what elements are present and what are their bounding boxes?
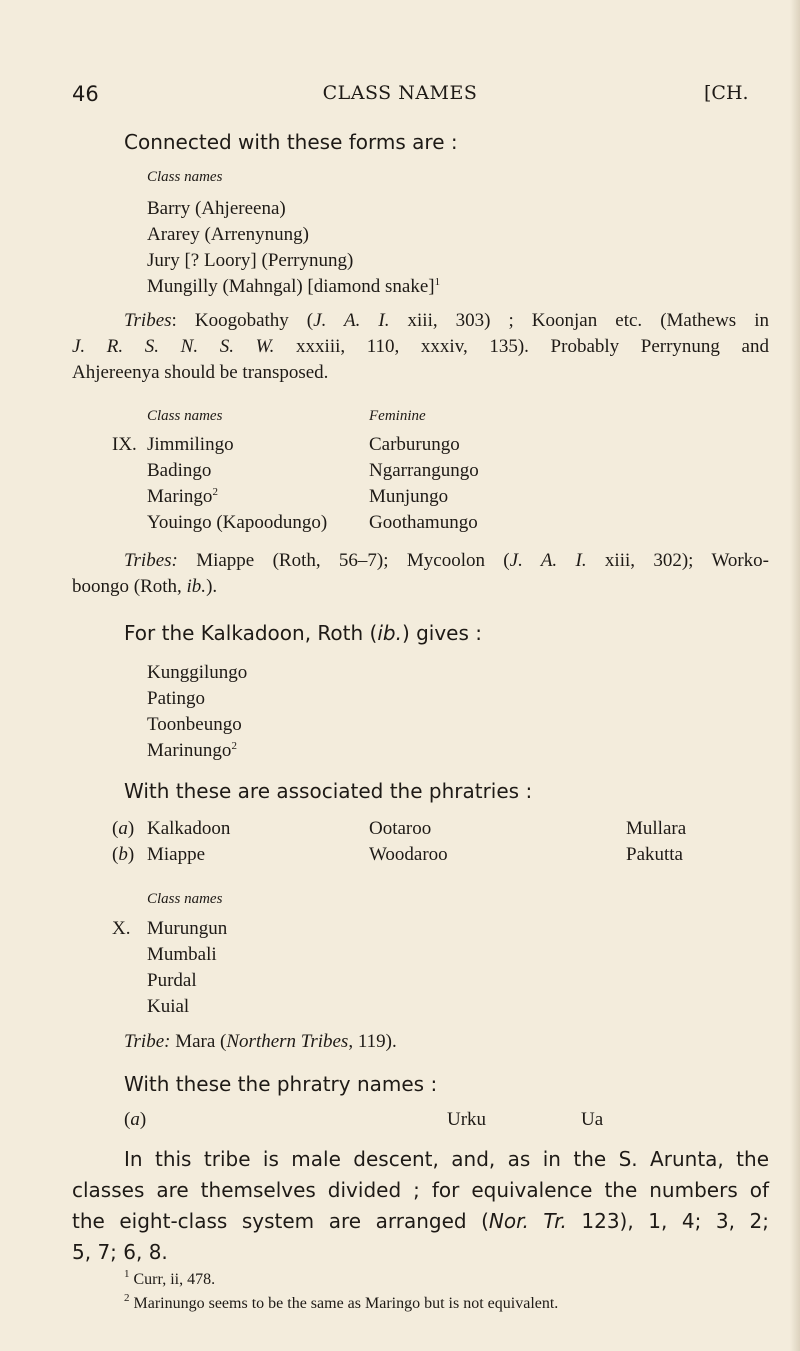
footnote-ref: 2 (212, 486, 218, 498)
list-item: Purdal (147, 970, 197, 991)
section-heading-phratries: With these are associated the phratries : (124, 779, 533, 803)
list-item: Murungun (147, 918, 228, 939)
class-name-cell: Youingo (Kapoodungo) (147, 512, 328, 533)
paragraph-line: In this tribe is male descent, and, as in the S. Arunta, the (124, 1147, 769, 1171)
feminine-label: Feminine (369, 408, 426, 424)
tribes-line: boongo (Roth, ib.). (72, 576, 218, 597)
class-names-label: Class names (147, 169, 223, 185)
tribes-line: Ahjereenya should be transposed. (72, 362, 329, 383)
phratry-cell: Kalkadoon (147, 818, 231, 839)
paragraph-line: 5, 7; 6, 8. (72, 1240, 168, 1264)
list-item: Toonbeungo (147, 714, 242, 735)
phratry-cell: Ua (581, 1109, 604, 1130)
phratry-cell: Urku (447, 1109, 487, 1130)
tribes-line: J. R. S. N. S. W. xxxiii, 110, xxxiv, 135). Probably Perrynung and (72, 336, 769, 357)
list-item: Ararey (Arrenynung) (147, 224, 309, 245)
row-tag: (b) (112, 844, 135, 865)
phratry-cell: Miappe (147, 844, 206, 865)
footnote-ref: 2 (231, 740, 237, 752)
class-name-cell: Badingo (147, 460, 212, 481)
page-edge-shading (790, 0, 800, 1351)
class-name-cell: Maringo$^2$ (147, 486, 218, 507)
feminine-cell: Ngarrangungo (369, 460, 479, 481)
list-item: Barry (Ahjereena) (147, 198, 286, 219)
footnote-ref: 1 (434, 276, 441, 288)
section-heading-phratry-names: With these the phratry names : (124, 1072, 438, 1096)
phratry-cell: Ootaroo (369, 818, 432, 839)
list-item: Patingo (147, 688, 206, 709)
row-tag: (a) (112, 818, 135, 839)
feminine-cell: Goothamungo (369, 512, 478, 533)
chapter-marker: [CH. (704, 82, 749, 104)
roman-numeral: X. (112, 918, 131, 939)
tribe-line: Tribe: Mara (Northern Tribes, 119). (124, 1031, 397, 1052)
phratry-cell: Mullara (626, 818, 687, 839)
row-tag: (a) (124, 1109, 147, 1130)
footnote: $^2$ Marinungo seems to be the same as Maringo but is not equivalent. (124, 1292, 559, 1312)
phratry-cell: Pakutta (626, 844, 683, 865)
section-heading-connected: Connected with these forms are : (124, 130, 458, 154)
class-names-label: Class names (147, 891, 223, 907)
page-number: 46 (72, 82, 99, 106)
paragraph-line: classes are themselves divided ; for equivalence the numbers of (72, 1178, 769, 1202)
list-item: Marinungo$^2$ (147, 740, 237, 761)
class-name-cell: Jimmilingo (147, 434, 234, 455)
roman-numeral: IX. (112, 434, 137, 455)
paragraph-line: the eight-class system are arranged (Nor. Tr. 123), 1, 4; 3, 2; (72, 1209, 769, 1233)
list-item: Kunggilungo (147, 662, 248, 683)
list-item: Kuial (147, 996, 190, 1017)
feminine-cell: Munjungo (369, 486, 449, 507)
list-item: Mumbali (147, 944, 217, 965)
running-title: CLASS NAMES (322, 82, 478, 104)
list-item: Mungilly (Mahngal) [diamond snake]$^1$ (147, 276, 441, 297)
tribes-line: Tribes: Miappe (Roth, 56–7); Mycoolon (J. A. I. xiii, 302); Worko- (124, 550, 770, 571)
feminine-cell: Carburungo (369, 434, 460, 455)
footnote: $^1$ Curr, ii, 478. (124, 1268, 216, 1288)
list-item: Jury [? Loory] (Perrynung) (147, 250, 354, 271)
class-names-label: Class names (147, 408, 223, 424)
section-heading-kalkadoon: For the Kalkadoon, Roth (ib.) gives : (124, 621, 483, 645)
tribes-line: Tribes: Koogobathy (J. A. I. xiii, 303) ; Koonjan etc. (Mathews in (124, 310, 769, 331)
phratry-cell: Woodaroo (369, 844, 448, 865)
